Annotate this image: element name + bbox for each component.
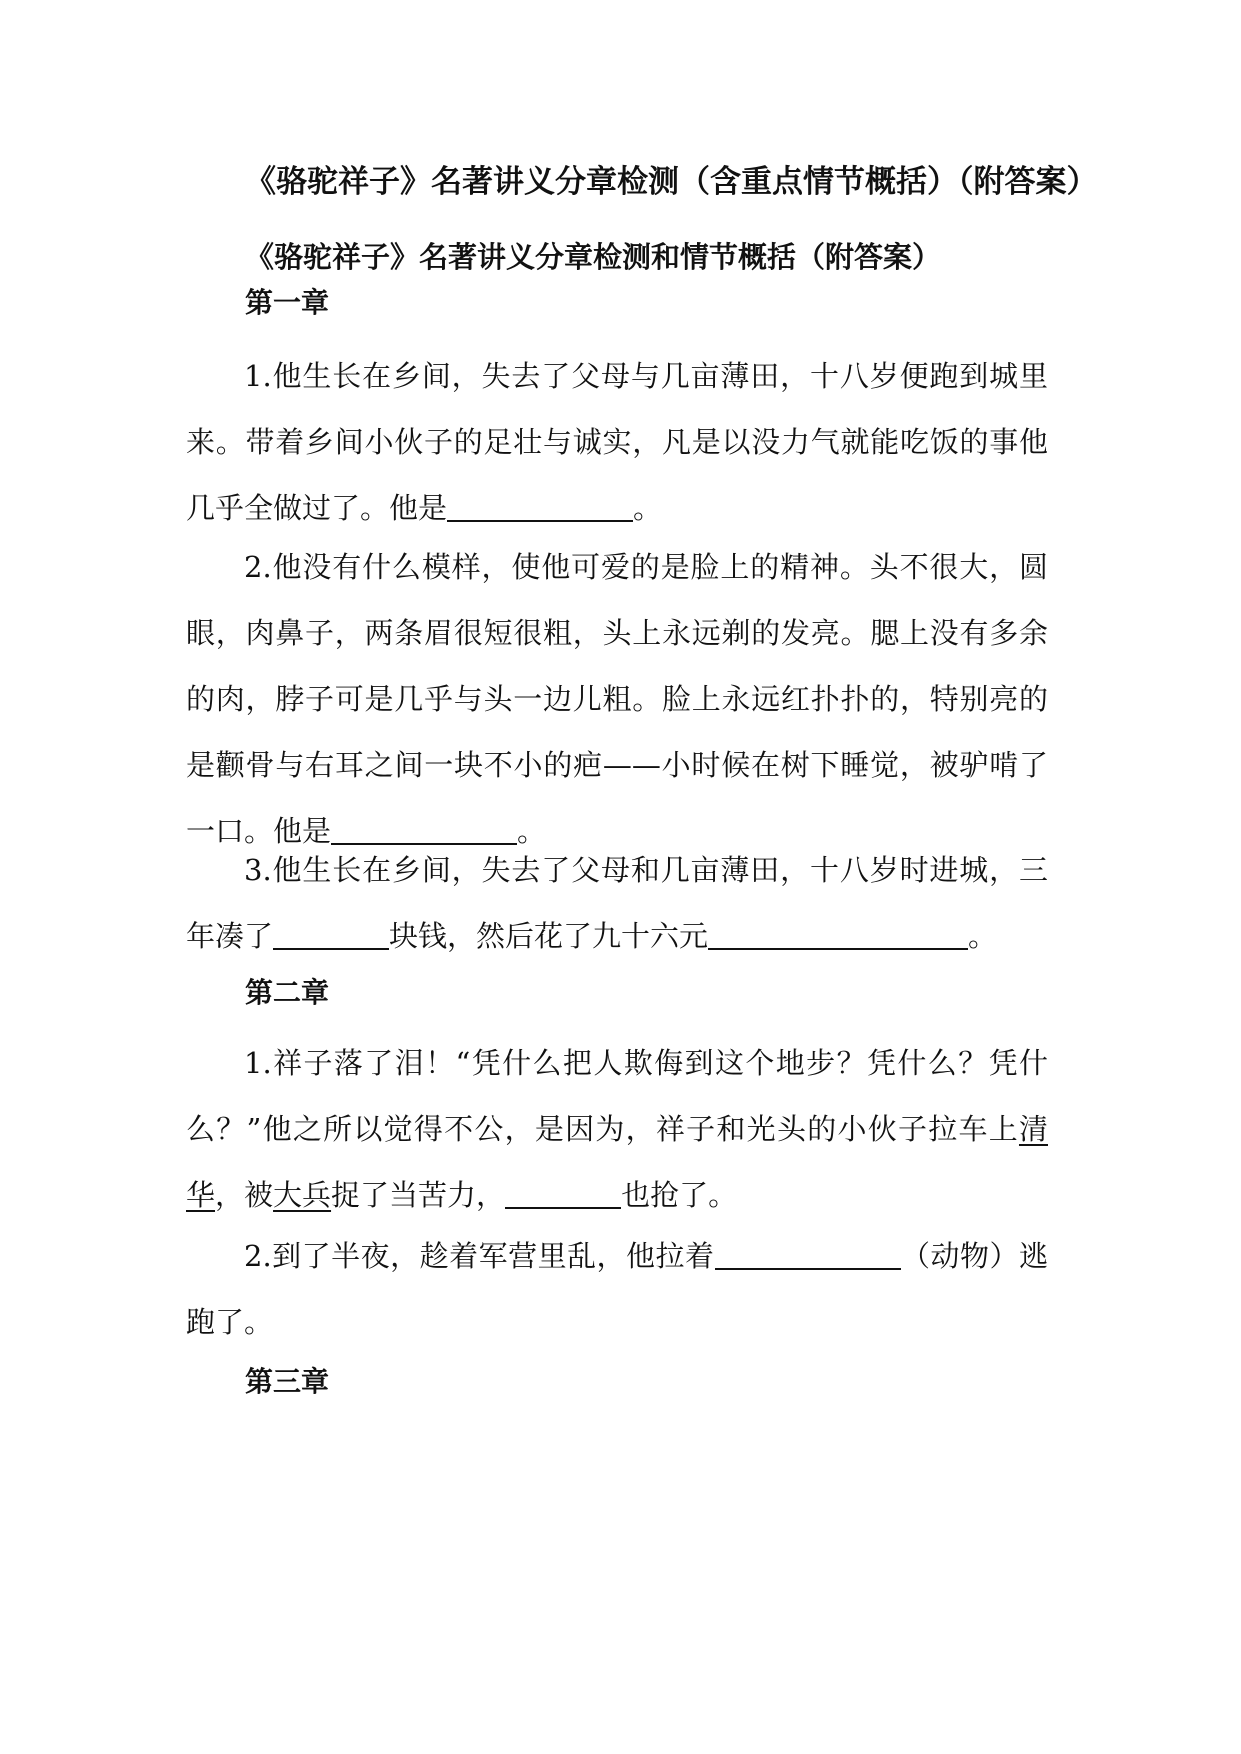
question-text: ，被 [215, 1178, 274, 1212]
question-2-1 [186, 1030, 1048, 1228]
answer-blank[interactable] [273, 918, 389, 950]
question-text: 。 [633, 491, 663, 525]
question-2-2 [186, 1223, 1048, 1355]
question-1-3 [186, 837, 1048, 969]
chapter-heading-3: 第三章 [245, 1365, 330, 1398]
question-text: 3.他生长在乡间，失去了父母和几亩薄田，十八岁时进城，三年凑了 [186, 853, 1048, 953]
chapter-heading-1: 第一章 [245, 286, 330, 319]
question-text: 1.他生长在乡间，失去了父母与几亩薄田，十八岁便跑到城里来。带着乡间小伙子的足壮与诚实，凡是以没力气就能吃饭的事他几乎全做过了。他是 [186, 359, 1048, 525]
question-text: 2.他没有什么模样，使他可爱的是脸上的精神。头不很大，圆眼，肉鼻子，两条眉很短很粗，头上永远剃的发亮。腮上没有多余的肉，脖子可是几乎与头一边儿粗。脸上永远红扑扑的，特别亮的是颧骨与右耳之间一块不小的疤——小时候在树下睡觉，被驴啃了一口。他是 [186, 550, 1048, 848]
document-subtitle: 《骆驼祥子》名著讲义分章检测和情节概括（附答案） [245, 240, 942, 274]
answer-blank[interactable] [715, 1238, 901, 1270]
question-1-2 [186, 534, 1048, 864]
question-1-1 [186, 343, 1048, 541]
chapter-heading-2: 第二章 [245, 976, 330, 1009]
underlined-term: 大兵 [273, 1178, 332, 1212]
question-text: 。 [517, 814, 547, 848]
question-text: 块钱，然后花了九十六元 [389, 919, 709, 953]
question-text: 2.到了半夜，趁着军营里乱，他拉着 [244, 1239, 715, 1273]
question-text: 捉了当苦力， [331, 1178, 506, 1212]
document-title: 《骆驼祥子》名著讲义分章检测（含重点情节概括）（附答案） [245, 164, 1098, 200]
answer-blank[interactable] [505, 1177, 621, 1209]
answer-blank[interactable] [708, 918, 968, 950]
answer-blank[interactable] [447, 490, 633, 522]
question-text: 。 [968, 919, 998, 953]
question-text: 也抢了。 [621, 1178, 738, 1212]
question-text: （动物）逃跑了。 [186, 1239, 1048, 1339]
question-text: 1.祥子落了泪！“凭什么把人欺侮到这个地步？凭什么？凭什么？”他之所以觉得不公，是因为，祥子和光头的小伙子拉车上 [186, 1046, 1048, 1146]
underlined-term: 清华 [186, 1112, 1048, 1212]
